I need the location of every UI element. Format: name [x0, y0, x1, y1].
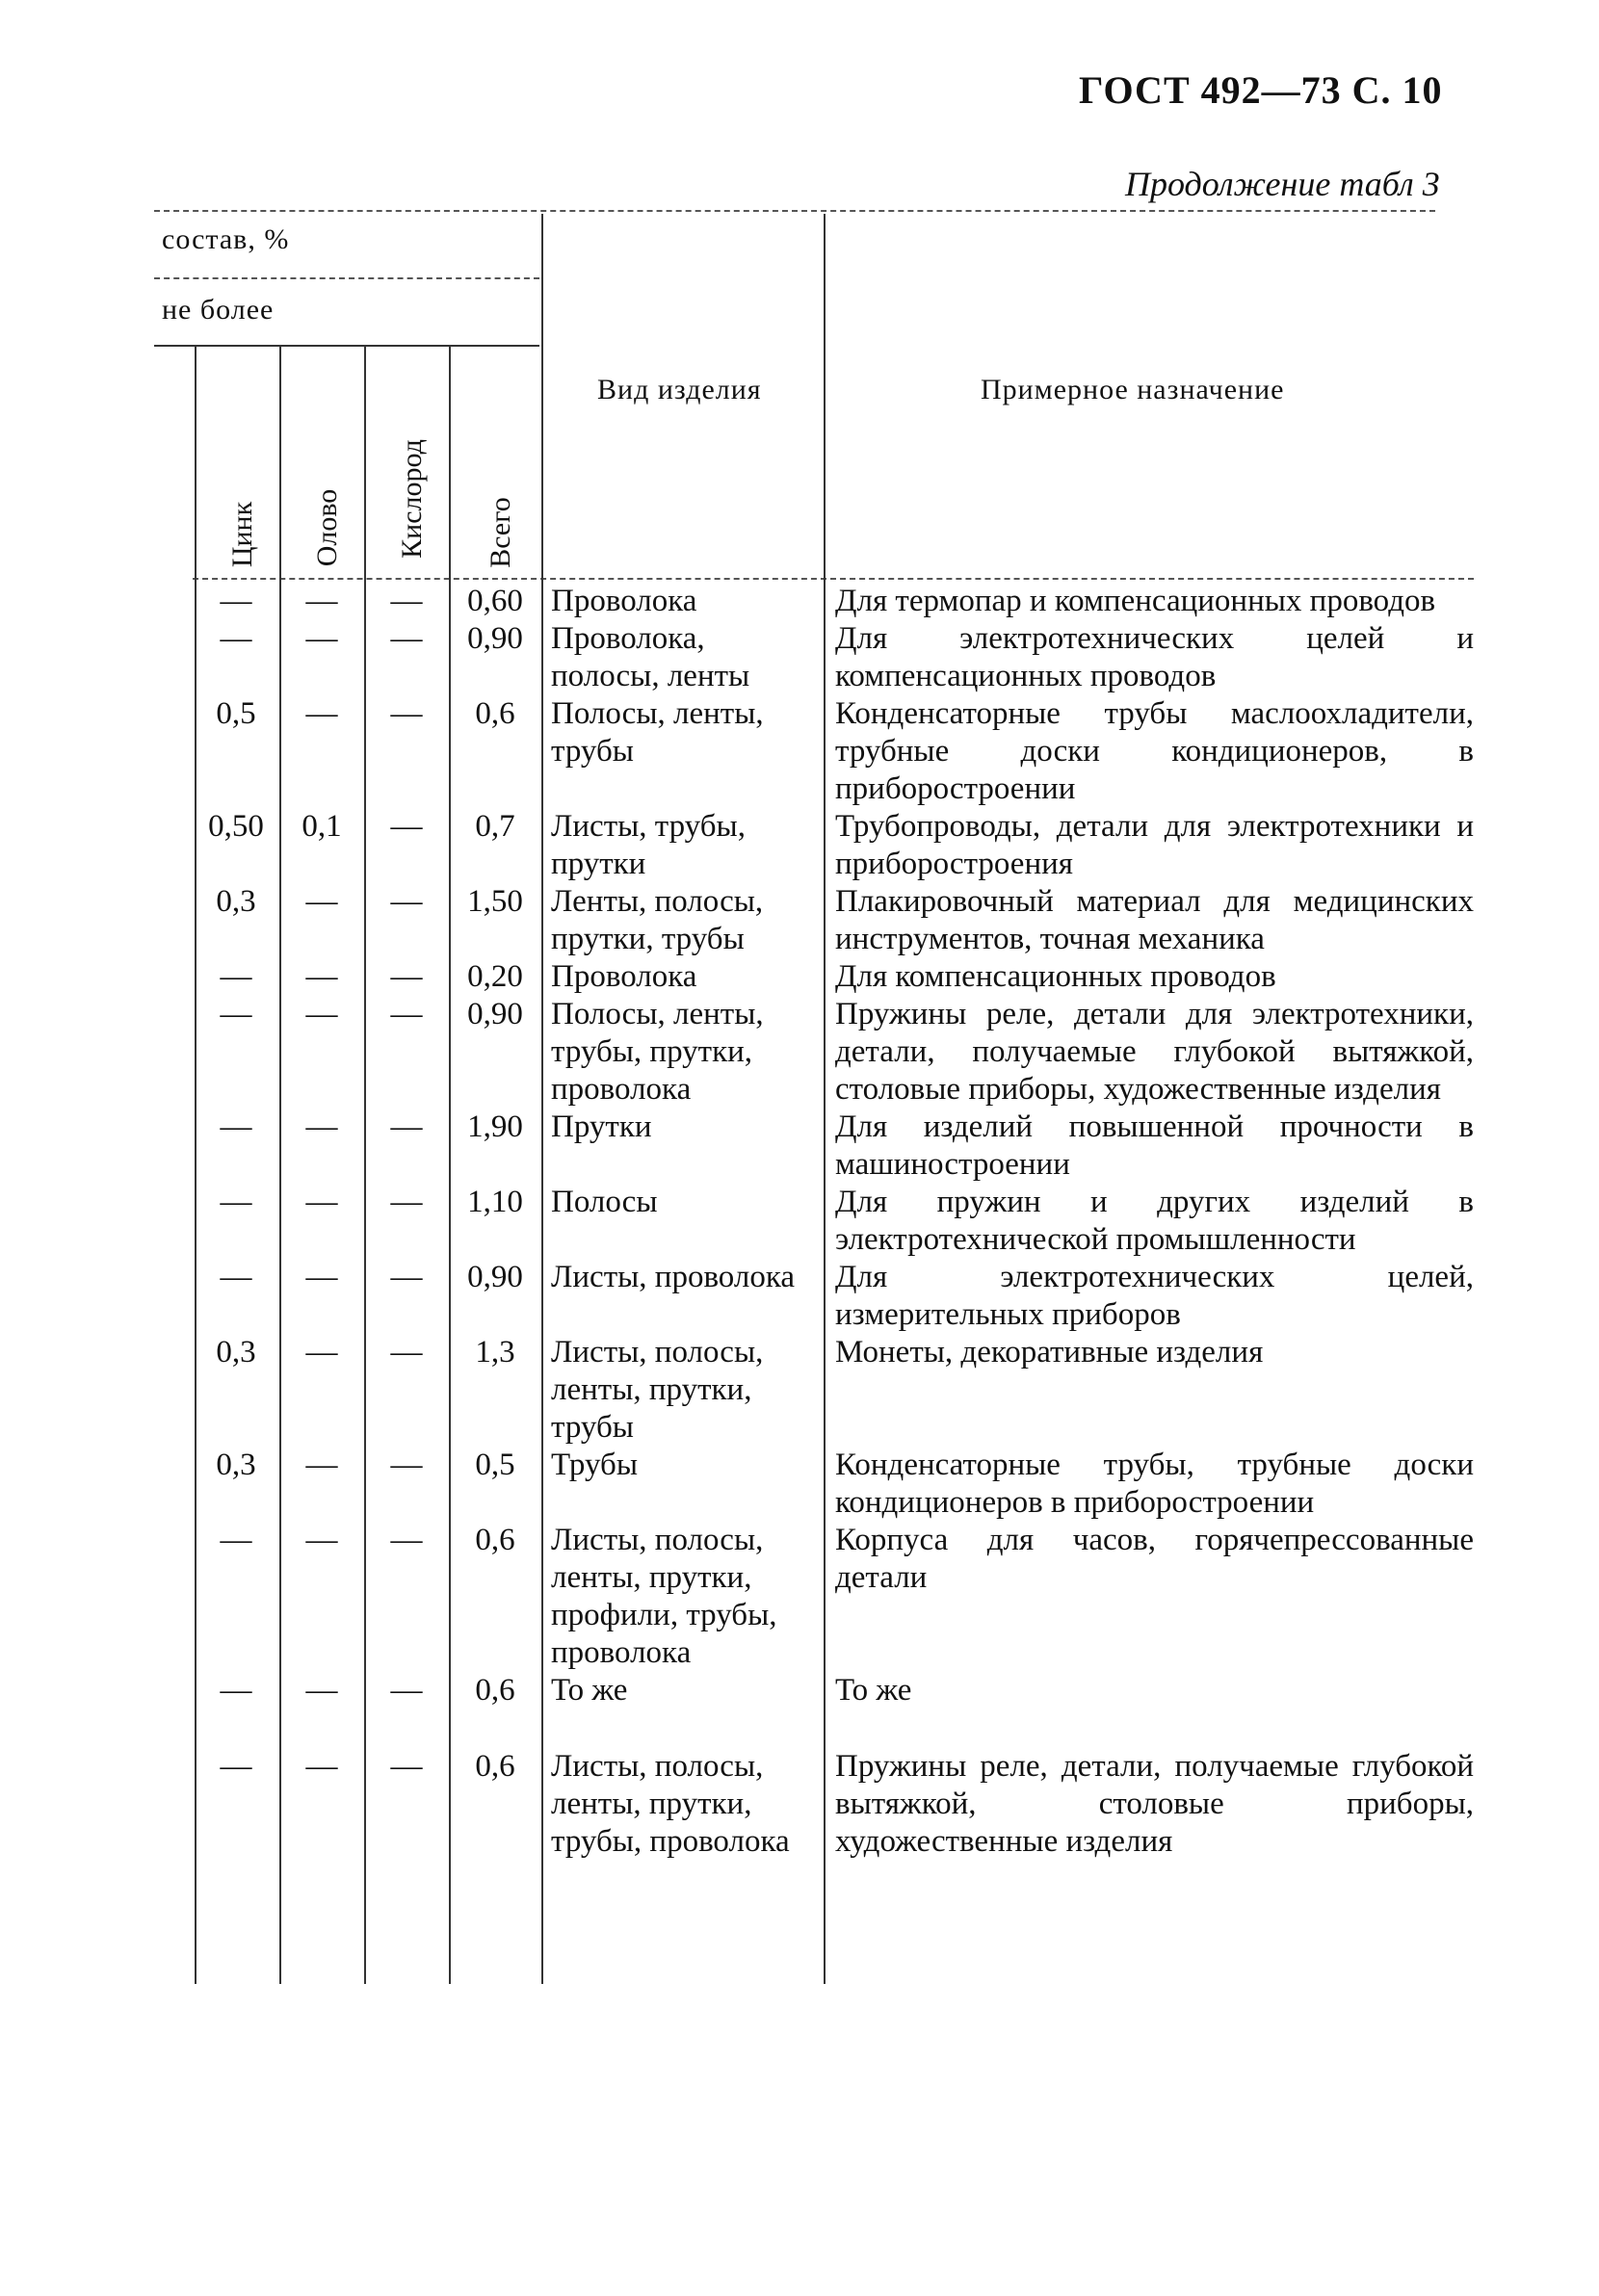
oxygen-cell: — [390, 1260, 423, 1294]
tin-cell: — [305, 1673, 338, 1708]
purpose-cell: Плакировочный материал для медицинских инструментов, точная механика [835, 884, 1474, 956]
total-cell: 0,5 [475, 1448, 515, 1482]
product-cell: Полосы [551, 1185, 658, 1219]
total-cell: 0,90 [467, 997, 523, 1031]
oxygen-cell: — [390, 696, 423, 731]
column-header-purpose: Примерное назначение [981, 374, 1285, 405]
column-header-total: Всего [485, 497, 516, 568]
table-row [193, 1334, 1474, 1447]
tin-cell: — [305, 1109, 338, 1144]
tin-cell: — [305, 1260, 338, 1294]
product-cell: То же [551, 1673, 628, 1708]
tin-cell: — [305, 1448, 338, 1482]
tin-cell: — [305, 1523, 338, 1557]
product-cell: Трубы [551, 1448, 638, 1482]
zinc-cell: — [220, 1260, 252, 1294]
table-row [193, 1672, 1474, 1709]
zinc-cell: — [220, 1749, 252, 1784]
zinc-cell: — [220, 584, 252, 618]
subgroup-header-rule [154, 345, 539, 347]
table-row [193, 958, 1474, 996]
table-row [193, 996, 1474, 1109]
tin-cell: — [305, 584, 338, 618]
tin-cell: — [305, 884, 338, 919]
table-row [193, 695, 1474, 808]
composition-table [193, 583, 1474, 1861]
purpose-cell: Пружины реле, детали для электротехники, детали, получаемые глубокой вытяжкой, столовые приборы, художественные изделия [835, 997, 1474, 1107]
product-cell: Ленты, полосы, прутки, трубы [551, 884, 764, 956]
total-cell: 1,50 [467, 884, 523, 919]
purpose-cell: Для компенсационных проводов [835, 959, 1276, 994]
oxygen-cell: — [390, 584, 423, 618]
total-cell: 0,60 [467, 584, 523, 618]
product-cell: Проволока [551, 959, 697, 994]
table-row [193, 1447, 1474, 1522]
purpose-cell: Для электротехнических целей и компенсационных проводов [835, 621, 1474, 693]
tin-cell: — [305, 1749, 338, 1784]
total-cell: 0,6 [475, 1749, 515, 1784]
page-title: ГОСТ 492—73 С. 10 [1079, 68, 1443, 112]
table-row [193, 1522, 1474, 1672]
zinc-cell: — [220, 621, 252, 656]
column-header-oxygen: Кислород [396, 439, 428, 559]
table-row [193, 1259, 1474, 1334]
purpose-cell: Монеты, декоративные изделия [835, 1335, 1264, 1370]
column-header-tin: Олово [311, 488, 343, 567]
purpose-cell: Для пружин и других изделий в электротехнической промышленности [835, 1185, 1474, 1257]
zinc-cell: — [220, 1185, 252, 1219]
tin-cell: — [305, 696, 338, 731]
product-cell: Листы, трубы, прутки [551, 809, 746, 881]
oxygen-cell: — [390, 809, 423, 844]
oxygen-cell: — [390, 1448, 423, 1482]
table-row [193, 1109, 1474, 1184]
table-row [193, 1184, 1474, 1259]
oxygen-cell: — [390, 959, 423, 994]
product-cell: Полосы, ленты, трубы [551, 696, 764, 769]
zinc-cell: 0,5 [216, 696, 256, 731]
total-cell: 0,7 [475, 809, 515, 844]
table-row [193, 583, 1474, 620]
table-row [193, 808, 1474, 883]
oxygen-cell: — [390, 1335, 423, 1370]
zinc-cell: — [220, 1109, 252, 1144]
total-cell: 0,90 [467, 1260, 523, 1294]
product-cell: Листы, полосы, ленты, прутки, трубы [551, 1335, 764, 1445]
group-header-rule [154, 277, 539, 279]
oxygen-cell: — [390, 1185, 423, 1219]
total-cell: 1,90 [467, 1109, 523, 1144]
group-header-composition: состав, % [162, 223, 290, 255]
purpose-cell: Трубопроводы, детали для электротехники и приборостроения [835, 809, 1474, 881]
zinc-cell: — [220, 959, 252, 994]
zinc-cell: — [220, 1523, 252, 1557]
purpose-cell: Корпуса для часов, горячепрессованные детали [835, 1523, 1474, 1595]
subgroup-header-max: не более [162, 294, 275, 326]
purpose-cell: Для изделий повышенной прочности в машиностроении [835, 1109, 1474, 1182]
row-spacer [193, 1709, 1474, 1748]
tin-cell: — [305, 997, 338, 1031]
total-cell: 0,6 [475, 1673, 515, 1708]
total-cell: 0,6 [475, 1523, 515, 1557]
zinc-cell: 0,50 [208, 809, 264, 844]
tin-cell: — [305, 959, 338, 994]
oxygen-cell: — [390, 997, 423, 1031]
zinc-cell: 0,3 [216, 1335, 256, 1370]
table-row [193, 1748, 1474, 1861]
column-header-product: Вид изделия [597, 374, 762, 405]
table-row [193, 620, 1474, 695]
column-header-zinc: Цинк [226, 501, 258, 568]
product-cell: Полосы, ленты, трубы, прутки, проволока [551, 997, 764, 1107]
table-row [193, 883, 1474, 958]
header-bottom-rule [193, 578, 1474, 580]
zinc-cell: — [220, 997, 252, 1031]
product-cell: Листы, полосы, ленты, прутки, профили, трубы, проволока [551, 1523, 777, 1670]
product-cell: Листы, проволока [551, 1260, 796, 1294]
oxygen-cell: — [390, 884, 423, 919]
table-continuation-label: Продолжение табл 3 [1125, 165, 1440, 203]
oxygen-cell: — [390, 1673, 423, 1708]
purpose-cell: Конденсаторные трубы, трубные доски кондиционеров в приборостроении [835, 1448, 1474, 1520]
purpose-cell: Конденсаторные трубы маслоохладители, трубные доски кондиционеров, в приборостроении [835, 696, 1474, 806]
oxygen-cell: — [390, 621, 423, 656]
table-top-rule [154, 210, 1435, 212]
purpose-cell: Для электротехнических целей, измерительных приборов [835, 1260, 1474, 1332]
zinc-cell: 0,3 [216, 1448, 256, 1482]
tin-cell: — [305, 1185, 338, 1219]
product-cell: Прутки [551, 1109, 652, 1144]
total-cell: 1,3 [475, 1335, 515, 1370]
total-cell: 0,6 [475, 696, 515, 731]
oxygen-cell: — [390, 1749, 423, 1784]
zinc-cell: 0,3 [216, 884, 256, 919]
zinc-cell: — [220, 1673, 252, 1708]
purpose-cell: Пружины реле, детали, получаемые глубокой вытяжкой, столовые приборы, художественные изделия [835, 1749, 1474, 1859]
oxygen-cell: — [390, 1523, 423, 1557]
total-cell: 1,10 [467, 1185, 523, 1219]
purpose-cell: Для термопар и компенсационных проводов [835, 584, 1436, 618]
total-cell: 0,20 [467, 959, 523, 994]
product-cell: Листы, полосы, ленты, прутки, трубы, проволока [551, 1749, 790, 1859]
oxygen-cell: — [390, 1109, 423, 1144]
purpose-cell: То же [835, 1673, 912, 1708]
total-cell: 0,90 [467, 621, 523, 656]
product-cell: Проволока [551, 584, 697, 618]
tin-cell: — [305, 1335, 338, 1370]
tin-cell: 0,1 [301, 809, 342, 844]
product-cell: Проволока, полосы, ленты [551, 621, 750, 693]
tin-cell: — [305, 621, 338, 656]
